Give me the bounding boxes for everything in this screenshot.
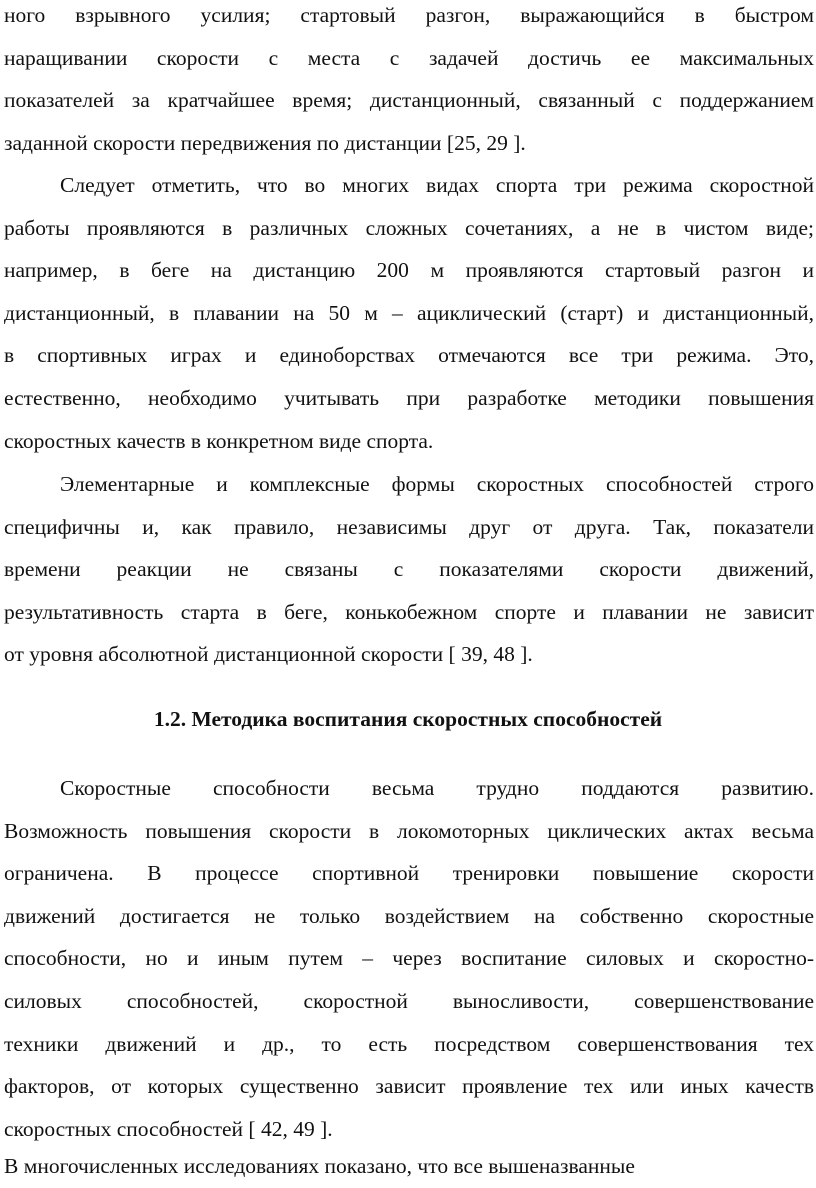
paragraph-5 bbox=[4, 1145, 814, 1188]
text-line: ограничена. В процессе спортивной тренировки повышение скорости bbox=[4, 861, 814, 886]
text-line: например, в беге на дистанцию 200 м проявляются стартовый разгон и bbox=[4, 258, 814, 283]
paragraph-1 bbox=[4, 0, 814, 164]
text-line: Скоростные способности весьма трудно поддаются развитию. bbox=[60, 776, 814, 800]
text-line: в спортивных играх и единоборствах отмечаются все три режима. Это, bbox=[4, 343, 814, 368]
text-line: результативность старта в беге, конькобежном спорте и плавании не зависит bbox=[4, 599, 814, 624]
text-line: силовых способностей, скоростной выносливости, совершенствование bbox=[4, 988, 814, 1013]
text-line: способности, но и иным путем – через воспитание силовых и скоростно- bbox=[4, 946, 814, 971]
text-line: времени реакции не связаны с показателями скорости движений, bbox=[4, 557, 814, 582]
paragraph-4 bbox=[4, 767, 814, 1150]
text-line: естественно, необходимо учитывать при разработке методики повышения bbox=[4, 385, 814, 410]
paragraph-2 bbox=[4, 164, 814, 462]
text-line: Элементарные и комплексные формы скоростных способностей строго bbox=[60, 472, 814, 496]
section-heading: 1.2. Методика воспитания скоростных способностей bbox=[153, 707, 663, 731]
text-line: движений достигается не только воздействием на собственно скоростные bbox=[4, 903, 814, 928]
text-line: факторов, от которых существенно зависит проявление тех или иных качеств bbox=[4, 1074, 814, 1099]
text-line: специфичны и, как правило, независимы друг от друга. Так, показатели bbox=[4, 514, 814, 539]
text-line: техники движений и др., то есть посредством совершенствования тех bbox=[4, 1031, 814, 1056]
text-line: В многочисленных исследованиях показано, что все вышеназванные bbox=[4, 1154, 635, 1178]
text-line: заданной скорости передвижения по дистанции [25, 29 ]. bbox=[4, 130, 526, 155]
text-line: Следует отметить, что во многих видах спорта три режима скоростной bbox=[60, 173, 814, 197]
text-line: скоростных качеств в конкретном виде спорта. bbox=[4, 428, 434, 453]
text-line: ного взрывного усилия; стартовый разгон, выражающийся в быстром bbox=[4, 3, 814, 27]
text-line: от уровня абсолютной дистанционной скорости [ 39, 48 ]. bbox=[4, 642, 533, 667]
text-line: работы проявляются в различных сложных сочетаниях, а не в чистом виде; bbox=[4, 215, 814, 240]
text-line: дистанционный, в плавании на 50 м – ациклический (старт) и дистанционный, bbox=[4, 300, 814, 325]
text-line: показателей за кратчайшее время; дистанционный, связанный с поддержанием bbox=[4, 88, 814, 113]
text-line: наращивании скорости с места с задачей достичь ее максимальных bbox=[4, 45, 814, 70]
text-line: Возможность повышения скорости в локомоторных циклических актах весьма bbox=[4, 818, 814, 843]
text-line: скоростных способностей [ 42, 49 ]. bbox=[4, 1116, 333, 1141]
paragraph-3 bbox=[4, 463, 814, 676]
